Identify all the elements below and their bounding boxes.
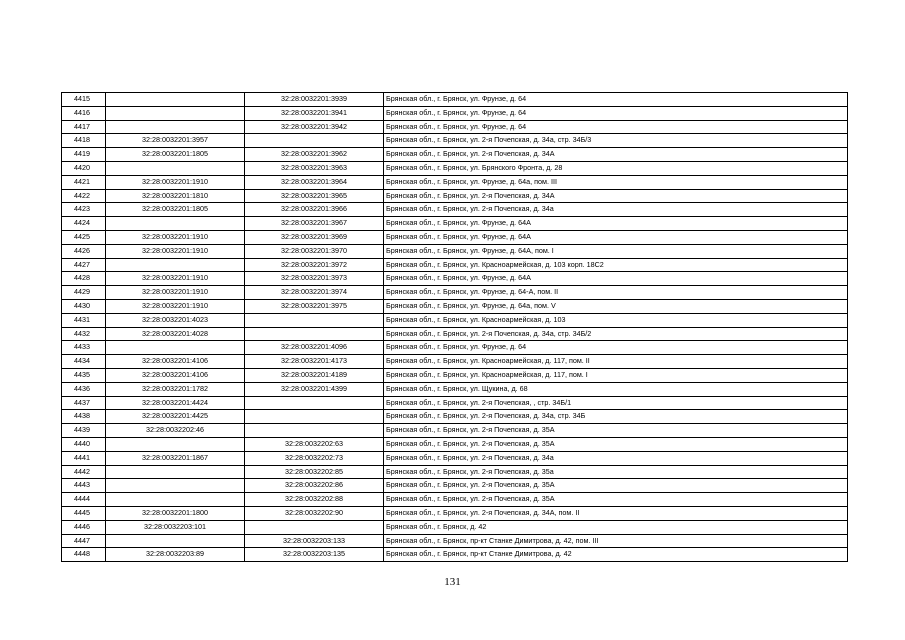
row-number-cell: 4443 bbox=[62, 479, 106, 493]
land-cadastral-number-cell: 32:28:0032201:1782 bbox=[106, 382, 245, 396]
row-number-cell: 4424 bbox=[62, 217, 106, 231]
address-cell: Брянская обл., г. Брянск, ул. Красноармейская, д. 103 bbox=[384, 313, 848, 327]
address-cell: Брянская обл., г. Брянск, ул. 2-я Почепская, д. 35а bbox=[384, 465, 848, 479]
row-number-cell: 4425 bbox=[62, 230, 106, 244]
building-cadastral-number-cell: 32:28:0032203:133 bbox=[245, 534, 384, 548]
building-cadastral-number-cell bbox=[245, 424, 384, 438]
row-number-cell: 4447 bbox=[62, 534, 106, 548]
land-cadastral-number-cell: 32:28:0032201:1910 bbox=[106, 230, 245, 244]
row-number-cell: 4423 bbox=[62, 203, 106, 217]
row-number-cell: 4437 bbox=[62, 396, 106, 410]
building-cadastral-number-cell bbox=[245, 520, 384, 534]
land-cadastral-number-cell bbox=[106, 437, 245, 451]
building-cadastral-number-cell: 32:28:0032202:63 bbox=[245, 437, 384, 451]
land-cadastral-number-cell bbox=[106, 493, 245, 507]
building-cadastral-number-cell: 32:28:0032203:135 bbox=[245, 548, 384, 562]
address-cell: Брянская обл., г. Брянск, ул. Фрунзе, д. 64а, пом. III bbox=[384, 175, 848, 189]
address-cell: Брянская обл., г. Брянск, ул. 2-я Почепская, д. 34а, стр. 34Б/3 bbox=[384, 134, 848, 148]
land-cadastral-number-cell: 32:28:0032201:1910 bbox=[106, 286, 245, 300]
cadastral-table bbox=[61, 92, 848, 562]
address-cell: Брянская обл., г. Брянск, ул. Фрунзе, д. 64А, пом. I bbox=[384, 244, 848, 258]
building-cadastral-number-cell: 32:28:0032201:3975 bbox=[245, 299, 384, 313]
table-row bbox=[62, 437, 848, 451]
row-number-cell: 4419 bbox=[62, 148, 106, 162]
table-row bbox=[62, 410, 848, 424]
address-cell: Брянская обл., г. Брянск, ул. Красноармейская, д. 103 корп. 18С2 bbox=[384, 258, 848, 272]
row-number-cell: 4426 bbox=[62, 244, 106, 258]
building-cadastral-number-cell: 32:28:0032201:3962 bbox=[245, 148, 384, 162]
building-cadastral-number-cell: 32:28:0032201:3973 bbox=[245, 272, 384, 286]
table-row bbox=[62, 382, 848, 396]
address-cell: Брянская обл., г. Брянск, ул. 2-я Почепская, д. 34а bbox=[384, 451, 848, 465]
land-cadastral-number-cell bbox=[106, 93, 245, 107]
table-row bbox=[62, 258, 848, 272]
address-cell: Брянская обл., г. Брянск, ул. 2-я Почепская, д. 35А bbox=[384, 424, 848, 438]
address-cell: Брянская обл., г. Брянск, ул. 2-я Почепская, д. 35А bbox=[384, 493, 848, 507]
land-cadastral-number-cell bbox=[106, 217, 245, 231]
row-number-cell: 4429 bbox=[62, 286, 106, 300]
building-cadastral-number-cell: 32:28:0032201:3939 bbox=[245, 93, 384, 107]
row-number-cell: 4416 bbox=[62, 106, 106, 120]
land-cadastral-number-cell: 32:28:0032201:1810 bbox=[106, 189, 245, 203]
table-row bbox=[62, 327, 848, 341]
row-number-cell: 4421 bbox=[62, 175, 106, 189]
land-cadastral-number-cell: 32:28:0032201:4106 bbox=[106, 355, 245, 369]
row-number-cell: 4433 bbox=[62, 341, 106, 355]
row-number-cell: 4427 bbox=[62, 258, 106, 272]
land-cadastral-number-cell: 32:28:0032201:4424 bbox=[106, 396, 245, 410]
table-row bbox=[62, 217, 848, 231]
row-number-cell: 4444 bbox=[62, 493, 106, 507]
row-number-cell: 4420 bbox=[62, 161, 106, 175]
table-row bbox=[62, 244, 848, 258]
address-cell: Брянская обл., г. Брянск, пр-кт Станке Димитрова, д. 42 bbox=[384, 548, 848, 562]
building-cadastral-number-cell: 32:28:0032201:4189 bbox=[245, 368, 384, 382]
land-cadastral-number-cell: 32:28:0032201:1910 bbox=[106, 175, 245, 189]
row-number-cell: 4439 bbox=[62, 424, 106, 438]
address-cell: Брянская обл., г. Брянск, д. 42 bbox=[384, 520, 848, 534]
building-cadastral-number-cell: 32:28:0032202:85 bbox=[245, 465, 384, 479]
table-row bbox=[62, 286, 848, 300]
row-number-cell: 4431 bbox=[62, 313, 106, 327]
table-row bbox=[62, 479, 848, 493]
building-cadastral-number-cell: 32:28:0032201:3964 bbox=[245, 175, 384, 189]
row-number-cell: 4436 bbox=[62, 382, 106, 396]
row-number-cell: 4435 bbox=[62, 368, 106, 382]
row-number-cell: 4428 bbox=[62, 272, 106, 286]
building-cadastral-number-cell bbox=[245, 327, 384, 341]
building-cadastral-number-cell bbox=[245, 410, 384, 424]
building-cadastral-number-cell bbox=[245, 134, 384, 148]
table-row bbox=[62, 355, 848, 369]
row-number-cell: 4434 bbox=[62, 355, 106, 369]
land-cadastral-number-cell: 32:28:0032201:1800 bbox=[106, 506, 245, 520]
table-row bbox=[62, 203, 848, 217]
address-cell: Брянская обл., г. Брянск, ул. 2-я Почепская, д. 34а, стр. 34Б bbox=[384, 410, 848, 424]
table-row bbox=[62, 451, 848, 465]
row-number-cell: 4445 bbox=[62, 506, 106, 520]
building-cadastral-number-cell: 32:28:0032201:3974 bbox=[245, 286, 384, 300]
table-row bbox=[62, 272, 848, 286]
table-row bbox=[62, 396, 848, 410]
land-cadastral-number-cell: 32:28:0032201:1805 bbox=[106, 203, 245, 217]
building-cadastral-number-cell: 32:28:0032201:3969 bbox=[245, 230, 384, 244]
building-cadastral-number-cell bbox=[245, 396, 384, 410]
row-number-cell: 4430 bbox=[62, 299, 106, 313]
address-cell: Брянская обл., г. Брянск, ул. Красноармейская, д. 117, пом. II bbox=[384, 355, 848, 369]
address-cell: Брянская обл., г. Брянск, ул. Красноармейская, д. 117, пом. I bbox=[384, 368, 848, 382]
building-cadastral-number-cell: 32:28:0032201:4096 bbox=[245, 341, 384, 355]
land-cadastral-number-cell: 32:28:0032201:1910 bbox=[106, 244, 245, 258]
row-number-cell: 4417 bbox=[62, 120, 106, 134]
land-cadastral-number-cell bbox=[106, 465, 245, 479]
building-cadastral-number-cell: 32:28:0032201:4399 bbox=[245, 382, 384, 396]
land-cadastral-number-cell bbox=[106, 341, 245, 355]
land-cadastral-number-cell: 32:28:0032201:4028 bbox=[106, 327, 245, 341]
building-cadastral-number-cell bbox=[245, 313, 384, 327]
building-cadastral-number-cell: 32:28:0032202:90 bbox=[245, 506, 384, 520]
table-row bbox=[62, 93, 848, 107]
row-number-cell: 4448 bbox=[62, 548, 106, 562]
table-row bbox=[62, 148, 848, 162]
address-cell: Брянская обл., г. Брянск, пр-кт Станке Димитрова, д. 42, пом. III bbox=[384, 534, 848, 548]
address-cell: Брянская обл., г. Брянск, ул. 2-я Почепская, д. 34А bbox=[384, 189, 848, 203]
building-cadastral-number-cell: 32:28:0032201:3966 bbox=[245, 203, 384, 217]
row-number-cell: 4418 bbox=[62, 134, 106, 148]
table-row bbox=[62, 230, 848, 244]
land-cadastral-number-cell bbox=[106, 120, 245, 134]
address-cell: Брянская обл., г. Брянск, ул. 2-я Почепская, , стр. 34Б/1 bbox=[384, 396, 848, 410]
table-row bbox=[62, 189, 848, 203]
land-cadastral-number-cell bbox=[106, 479, 245, 493]
table-row bbox=[62, 175, 848, 189]
land-cadastral-number-cell: 32:28:0032201:1867 bbox=[106, 451, 245, 465]
address-cell: Брянская обл., г. Брянск, ул. Фрунзе, д. 64 bbox=[384, 93, 848, 107]
table-row bbox=[62, 493, 848, 507]
land-cadastral-number-cell bbox=[106, 106, 245, 120]
address-cell: Брянская обл., г. Брянск, ул. Брянского Фронта, д. 28 bbox=[384, 161, 848, 175]
row-number-cell: 4442 bbox=[62, 465, 106, 479]
building-cadastral-number-cell: 32:28:0032202:86 bbox=[245, 479, 384, 493]
land-cadastral-number-cell: 32:28:0032201:3957 bbox=[106, 134, 245, 148]
building-cadastral-number-cell: 32:28:0032201:3965 bbox=[245, 189, 384, 203]
land-cadastral-number-cell: 32:28:0032201:4106 bbox=[106, 368, 245, 382]
land-cadastral-number-cell bbox=[106, 534, 245, 548]
address-cell: Брянская обл., г. Брянск, ул. 2-я Почепская, д. 34А bbox=[384, 148, 848, 162]
address-cell: Брянская обл., г. Брянск, ул. Щукина, д. 68 bbox=[384, 382, 848, 396]
address-cell: Брянская обл., г. Брянск, ул. Фрунзе, д. 64А bbox=[384, 272, 848, 286]
building-cadastral-number-cell: 32:28:0032201:3967 bbox=[245, 217, 384, 231]
address-cell: Брянская обл., г. Брянск, ул. 2-я Почепская, д. 35А bbox=[384, 479, 848, 493]
building-cadastral-number-cell: 32:28:0032202:88 bbox=[245, 493, 384, 507]
land-cadastral-number-cell: 32:28:0032202:46 bbox=[106, 424, 245, 438]
row-number-cell: 4441 bbox=[62, 451, 106, 465]
table-row bbox=[62, 313, 848, 327]
table-body bbox=[62, 93, 848, 562]
address-cell: Брянская обл., г. Брянск, ул. Фрунзе, д. 64 bbox=[384, 120, 848, 134]
row-number-cell: 4422 bbox=[62, 189, 106, 203]
table-row bbox=[62, 120, 848, 134]
address-cell: Брянская обл., г. Брянск, ул. Фрунзе, д. 64А bbox=[384, 217, 848, 231]
address-cell: Брянская обл., г. Брянск, ул. Фрунзе, д. 64-А, пом. II bbox=[384, 286, 848, 300]
table-row bbox=[62, 106, 848, 120]
table-row bbox=[62, 299, 848, 313]
row-number-cell: 4432 bbox=[62, 327, 106, 341]
building-cadastral-number-cell: 32:28:0032201:3970 bbox=[245, 244, 384, 258]
building-cadastral-number-cell: 32:28:0032201:3963 bbox=[245, 161, 384, 175]
table-row bbox=[62, 368, 848, 382]
land-cadastral-number-cell: 32:28:0032203:101 bbox=[106, 520, 245, 534]
land-cadastral-number-cell: 32:28:0032201:1910 bbox=[106, 299, 245, 313]
land-cadastral-number-cell bbox=[106, 258, 245, 272]
row-number-cell: 4415 bbox=[62, 93, 106, 107]
page-number: 131 bbox=[444, 576, 461, 588]
table-row bbox=[62, 424, 848, 438]
row-number-cell: 4440 bbox=[62, 437, 106, 451]
table-row bbox=[62, 520, 848, 534]
land-cadastral-number-cell: 32:28:0032203:89 bbox=[106, 548, 245, 562]
address-cell: Брянская обл., г. Брянск, ул. Фрунзе, д. 64 bbox=[384, 106, 848, 120]
building-cadastral-number-cell: 32:28:0032201:4173 bbox=[245, 355, 384, 369]
address-cell: Брянская обл., г. Брянск, ул. Фрунзе, д. 64 bbox=[384, 341, 848, 355]
table-row bbox=[62, 506, 848, 520]
address-cell: Брянская обл., г. Брянск, ул. 2-я Почепская, д. 35А bbox=[384, 437, 848, 451]
land-cadastral-number-cell: 32:28:0032201:4023 bbox=[106, 313, 245, 327]
table-row bbox=[62, 161, 848, 175]
table-row bbox=[62, 465, 848, 479]
building-cadastral-number-cell: 32:28:0032201:3942 bbox=[245, 120, 384, 134]
address-cell: Брянская обл., г. Брянск, ул. Фрунзе, д. 64А bbox=[384, 230, 848, 244]
land-cadastral-number-cell: 32:28:0032201:4425 bbox=[106, 410, 245, 424]
table-row bbox=[62, 341, 848, 355]
land-cadastral-number-cell bbox=[106, 161, 245, 175]
building-cadastral-number-cell: 32:28:0032201:3972 bbox=[245, 258, 384, 272]
building-cadastral-number-cell: 32:28:0032202:73 bbox=[245, 451, 384, 465]
table-row bbox=[62, 534, 848, 548]
address-cell: Брянская обл., г. Брянск, ул. Фрунзе, д. 64а, пом. V bbox=[384, 299, 848, 313]
row-number-cell: 4446 bbox=[62, 520, 106, 534]
table-row bbox=[62, 134, 848, 148]
address-cell: Брянская обл., г. Брянск, ул. 2-я Почепская, д. 34А, пом. II bbox=[384, 506, 848, 520]
address-cell: Брянская обл., г. Брянск, ул. 2-я Почепская, д. 34а, стр. 34Б/2 bbox=[384, 327, 848, 341]
row-number-cell: 4438 bbox=[62, 410, 106, 424]
land-cadastral-number-cell: 32:28:0032201:1910 bbox=[106, 272, 245, 286]
building-cadastral-number-cell: 32:28:0032201:3941 bbox=[245, 106, 384, 120]
address-cell: Брянская обл., г. Брянск, ул. 2-я Почепская, д. 34а bbox=[384, 203, 848, 217]
land-cadastral-number-cell: 32:28:0032201:1805 bbox=[106, 148, 245, 162]
table-row bbox=[62, 548, 848, 562]
